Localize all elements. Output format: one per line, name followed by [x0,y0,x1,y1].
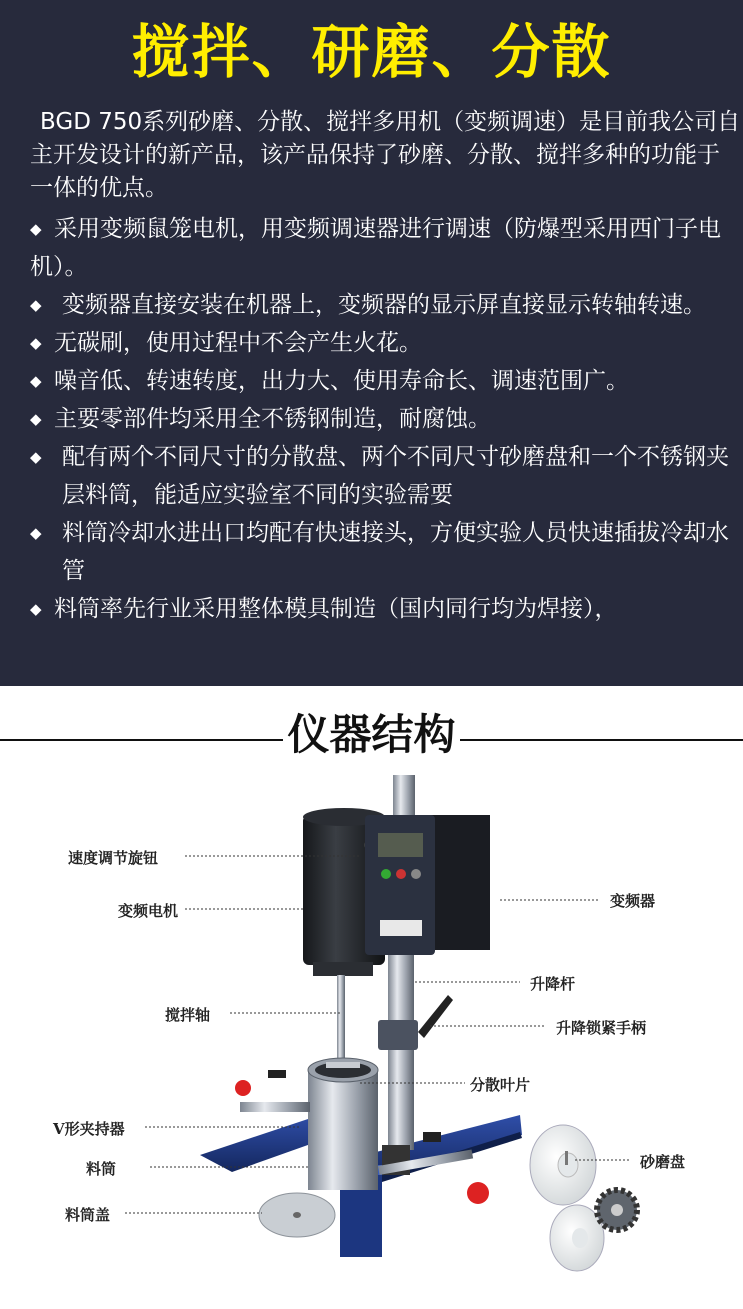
diamond-bullet-icon: ◆ [30,334,42,352]
feature-item: ◆ 采用变频鼠笼电机，用变频调速器进行调速（防爆型采用西门子电机）。 [30,210,742,286]
lift-handle [418,995,453,1038]
section-header [0,705,743,765]
label-lift-rod: 升降杆 [530,975,576,993]
diamond-bullet-icon: ◆ [30,220,42,238]
red-knob-left [235,1080,251,1096]
feature-item: ◆ 料筒冷却水进出口均配有快速接头，方便实验人员快速插拔冷却水管 [30,514,742,590]
label-v-clamp: V形夹持器 [53,1120,125,1138]
feature-item: ◆ 主要零部件均采用全不锈钢制造，耐腐蚀。 [30,400,742,438]
clamp-arm-left [240,1102,310,1112]
diamond-bullet-icon: ◆ [30,296,42,314]
label-grind-disc: 砂磨盘 [640,1153,686,1171]
section-title: 仪器结构 [283,710,459,759]
diamond-bullet-icon: ◆ [30,372,42,390]
label-barrel: 料筒 [86,1160,117,1178]
barrel [308,1070,378,1190]
inverter-back [430,815,490,950]
label-stir-shaft: 搅拌轴 [165,1006,211,1024]
label-inverter: 变频器 [610,892,656,910]
label-lift-handle: 升降锁紧手柄 [556,1019,647,1037]
label-barrel-lid: 料筒盖 [65,1206,111,1224]
feature-item: ◆ 料筒率先行业采用整体模具制造（国内同行均为焊接）， [30,590,742,628]
page-title: 搅拌、研磨、分散 [131,18,612,86]
label-speed-knob: 速度调节旋钮 [68,849,159,867]
grinding-discs [530,1125,637,1271]
diamond-bullet-icon: ◆ [30,410,42,428]
feature-item: ◆ 变频器直接安装在机器上，变频器的显示屏直接显示转轴转速。 [30,286,742,324]
instrument-diagram [0,770,743,1305]
diamond-bullet-icon: ◆ [30,524,42,542]
label-disperse-blade: 分散叶片 [470,1076,531,1094]
red-knob-right [467,1182,489,1204]
diamond-bullet-icon: ◆ [30,600,42,618]
label-motor: 变频电机 [118,902,179,920]
feature-item: ◆ 噪音低、转速转度，出力大、使用寿命长、调速范围广。 [30,362,742,400]
feature-item: ◆ 配有两个不同尺寸的分散盘、两个不同尺寸砂磨盘和一个不锈钢夹层料筒，能适应实验室不同的实验需要 [30,438,742,514]
diamond-bullet-icon: ◆ [30,448,42,466]
intro-text: BGD 750系列砂磨、分散、搅拌多用机（变频调速）是目前我公司自主开发设计的新产品，该产品保持了砂磨、分散、搅拌多种的功能于一体的优点。 [30,109,741,201]
feature-item: ◆ 无碳刷，使用过程中不会产生火花。 [30,324,742,362]
feature-list [30,210,742,628]
